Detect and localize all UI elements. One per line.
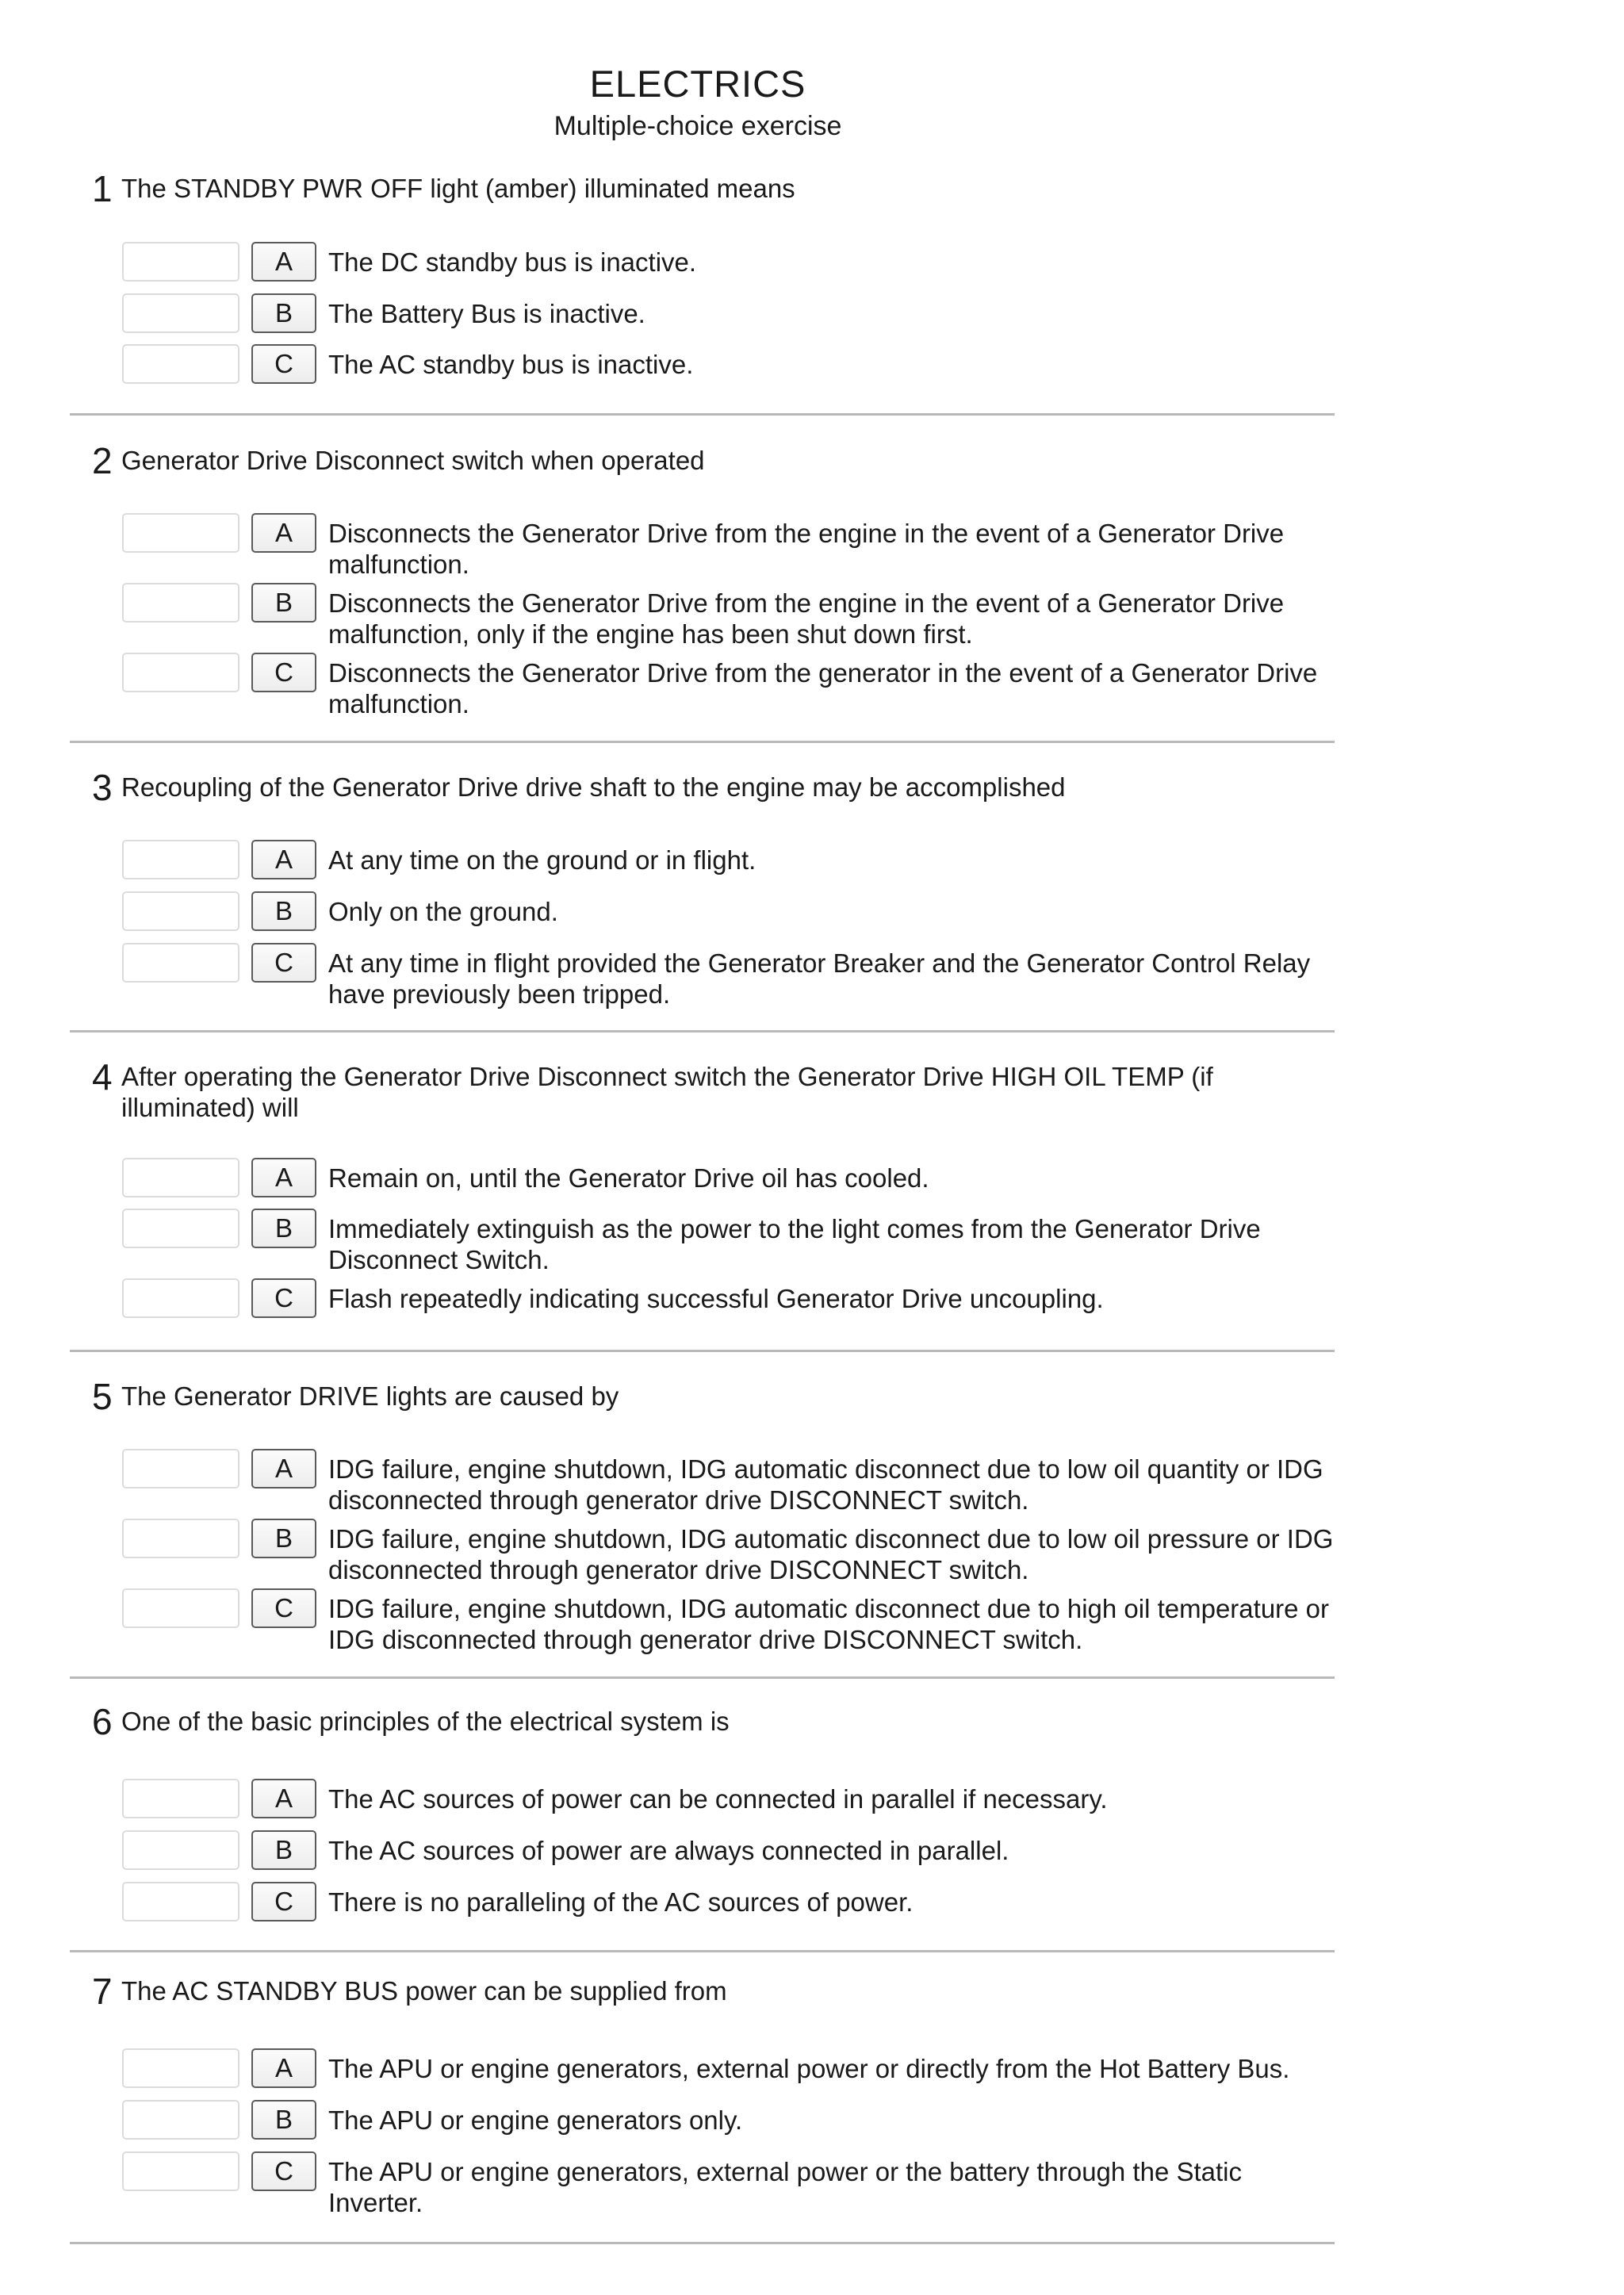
option-letter-button[interactable]: B [251, 891, 316, 931]
option-text: Only on the ground. [328, 897, 558, 926]
question-number: 4 [92, 1056, 113, 1098]
option-letter-button[interactable]: A [251, 1449, 316, 1488]
option-letter-button[interactable]: C [251, 344, 316, 384]
page-header [0, 62, 1396, 143]
answer-input[interactable] [122, 513, 239, 553]
question-text: The AC STANDBY BUS power can be supplied from [121, 1976, 727, 2006]
question-7 [70, 1971, 1335, 2244]
option-letter-button[interactable]: C [251, 1882, 316, 1921]
answer-input[interactable] [122, 1158, 239, 1197]
question-3 [70, 767, 1335, 1033]
answer-input[interactable] [122, 1519, 239, 1558]
answer-input[interactable] [122, 840, 239, 879]
option-text: The APU or engine generators only. [328, 2105, 743, 2135]
question-text: Recoupling of the Generator Drive drive shaft to the engine may be accomplished [121, 772, 1066, 802]
answer-input[interactable] [122, 293, 239, 333]
question-number: 7 [92, 1971, 113, 2012]
option-text: The AC standby bus is inactive. [328, 350, 694, 379]
answer-input[interactable] [122, 2048, 239, 2088]
answer-input[interactable] [122, 943, 239, 983]
option-text: Disconnects the Generator Drive from the engine in the event of a Generator Drive malfunction, only if the engine has been shut down first. [328, 588, 1285, 649]
question-4 [70, 1056, 1335, 1352]
option-letter-button[interactable]: A [251, 1779, 316, 1818]
option-text: The DC standby bus is inactive. [328, 247, 697, 277]
answer-input[interactable] [122, 1588, 239, 1628]
option-letter-button[interactable]: C [251, 943, 316, 983]
option-text: IDG failure, engine shutdown, IDG automatic disconnect due to high oil temperature or IDG disconnected through generator drive DISCONNECT switch. [328, 1594, 1330, 1654]
answer-input[interactable] [122, 583, 239, 623]
option-text: The AC sources of power can be connected in parallel if necessary. [328, 1784, 1108, 1814]
question-text: Generator Drive Disconnect switch when operated [121, 446, 705, 475]
option-letter-button[interactable]: A [251, 242, 316, 282]
option-text: Disconnects the Generator Drive from the generator in the event of a Generator Drive malfunction. [328, 658, 1318, 718]
answer-input[interactable] [122, 1278, 239, 1318]
option-letter-button[interactable]: A [251, 840, 316, 879]
question-2 [70, 440, 1335, 743]
option-letter-button[interactable]: B [251, 1209, 316, 1248]
option-letter-button[interactable]: B [251, 293, 316, 333]
question-1 [70, 168, 1335, 416]
question-text: One of the basic principles of the electrical system is [121, 1707, 730, 1736]
answer-input[interactable] [122, 344, 239, 384]
option-text: The AC sources of power are always connected in parallel. [328, 1836, 1009, 1865]
answer-input[interactable] [122, 1779, 239, 1818]
question-text: The Generator DRIVE lights are caused by [121, 1381, 619, 1411]
option-text: Flash repeatedly indicating successful Generator Drive uncoupling. [328, 1284, 1104, 1313]
option-text: At any time on the ground or in flight. [328, 845, 756, 875]
option-letter-button[interactable]: C [251, 1278, 316, 1318]
answer-input[interactable] [122, 242, 239, 282]
answer-input[interactable] [122, 1449, 239, 1488]
option-text: There is no paralleling of the AC sources of power. [328, 1887, 914, 1917]
question-6 [70, 1701, 1335, 1952]
option-letter-button[interactable]: B [251, 583, 316, 623]
option-letter-button[interactable]: C [251, 2151, 316, 2191]
question-number: 5 [92, 1376, 113, 1417]
option-text: The Battery Bus is inactive. [328, 299, 645, 328]
answer-input[interactable] [122, 891, 239, 931]
option-text: Immediately extinguish as the power to the light comes from the Generator Drive Disconnect Switch. [328, 1214, 1261, 1274]
question-number: 3 [92, 767, 113, 808]
option-text: IDG failure, engine shutdown, IDG automatic disconnect due to low oil quantity or IDG disconnected through generator drive DISCONNECT switch. [328, 1454, 1323, 1515]
option-letter-button[interactable]: A [251, 513, 316, 553]
answer-input[interactable] [122, 653, 239, 692]
option-letter-button[interactable]: B [251, 1830, 316, 1870]
question-number: 6 [92, 1701, 113, 1742]
question-number: 1 [92, 168, 113, 209]
option-letter-button[interactable]: A [251, 2048, 316, 2088]
option-text: At any time in flight provided the Generator Breaker and the Generator Control Relay have previously been tripped. [328, 948, 1311, 1009]
question-text: The STANDBY PWR OFF light (amber) illuminated means [121, 174, 795, 203]
answer-input[interactable] [122, 1882, 239, 1921]
answer-input[interactable] [122, 2151, 239, 2191]
option-text: Remain on, until the Generator Drive oil has cooled. [328, 1163, 929, 1193]
option-text: The APU or engine generators, external power or the battery through the Static Inverter. [328, 2157, 1243, 2217]
answer-input[interactable] [122, 2100, 239, 2140]
option-text: IDG failure, engine shutdown, IDG automatic disconnect due to low oil pressure or IDG disconnected through generator drive DISCONNECT switch. [328, 1524, 1334, 1584]
option-letter-button[interactable]: B [251, 2100, 316, 2140]
question-text: After operating the Generator Drive Disconnect switch the Generator Drive HIGH OIL TEMP (if illuminated) will [121, 1062, 1213, 1122]
option-letter-button[interactable]: B [251, 1519, 316, 1558]
option-text: Disconnects the Generator Drive from the engine in the event of a Generator Drive malfunction. [328, 519, 1285, 579]
answer-input[interactable] [122, 1830, 239, 1870]
option-letter-button[interactable]: A [251, 1158, 316, 1197]
option-letter-button[interactable]: C [251, 1588, 316, 1628]
question-number: 2 [92, 440, 113, 481]
answer-input[interactable] [122, 1209, 239, 1248]
option-text: The APU or engine generators, external power or directly from the Hot Battery Bus. [328, 2054, 1290, 2083]
page-title: ELECTRICS [589, 63, 806, 105]
question-5 [70, 1376, 1335, 1679]
option-letter-button[interactable]: C [251, 653, 316, 692]
page-subtitle: Multiple-choice exercise [553, 111, 842, 141]
